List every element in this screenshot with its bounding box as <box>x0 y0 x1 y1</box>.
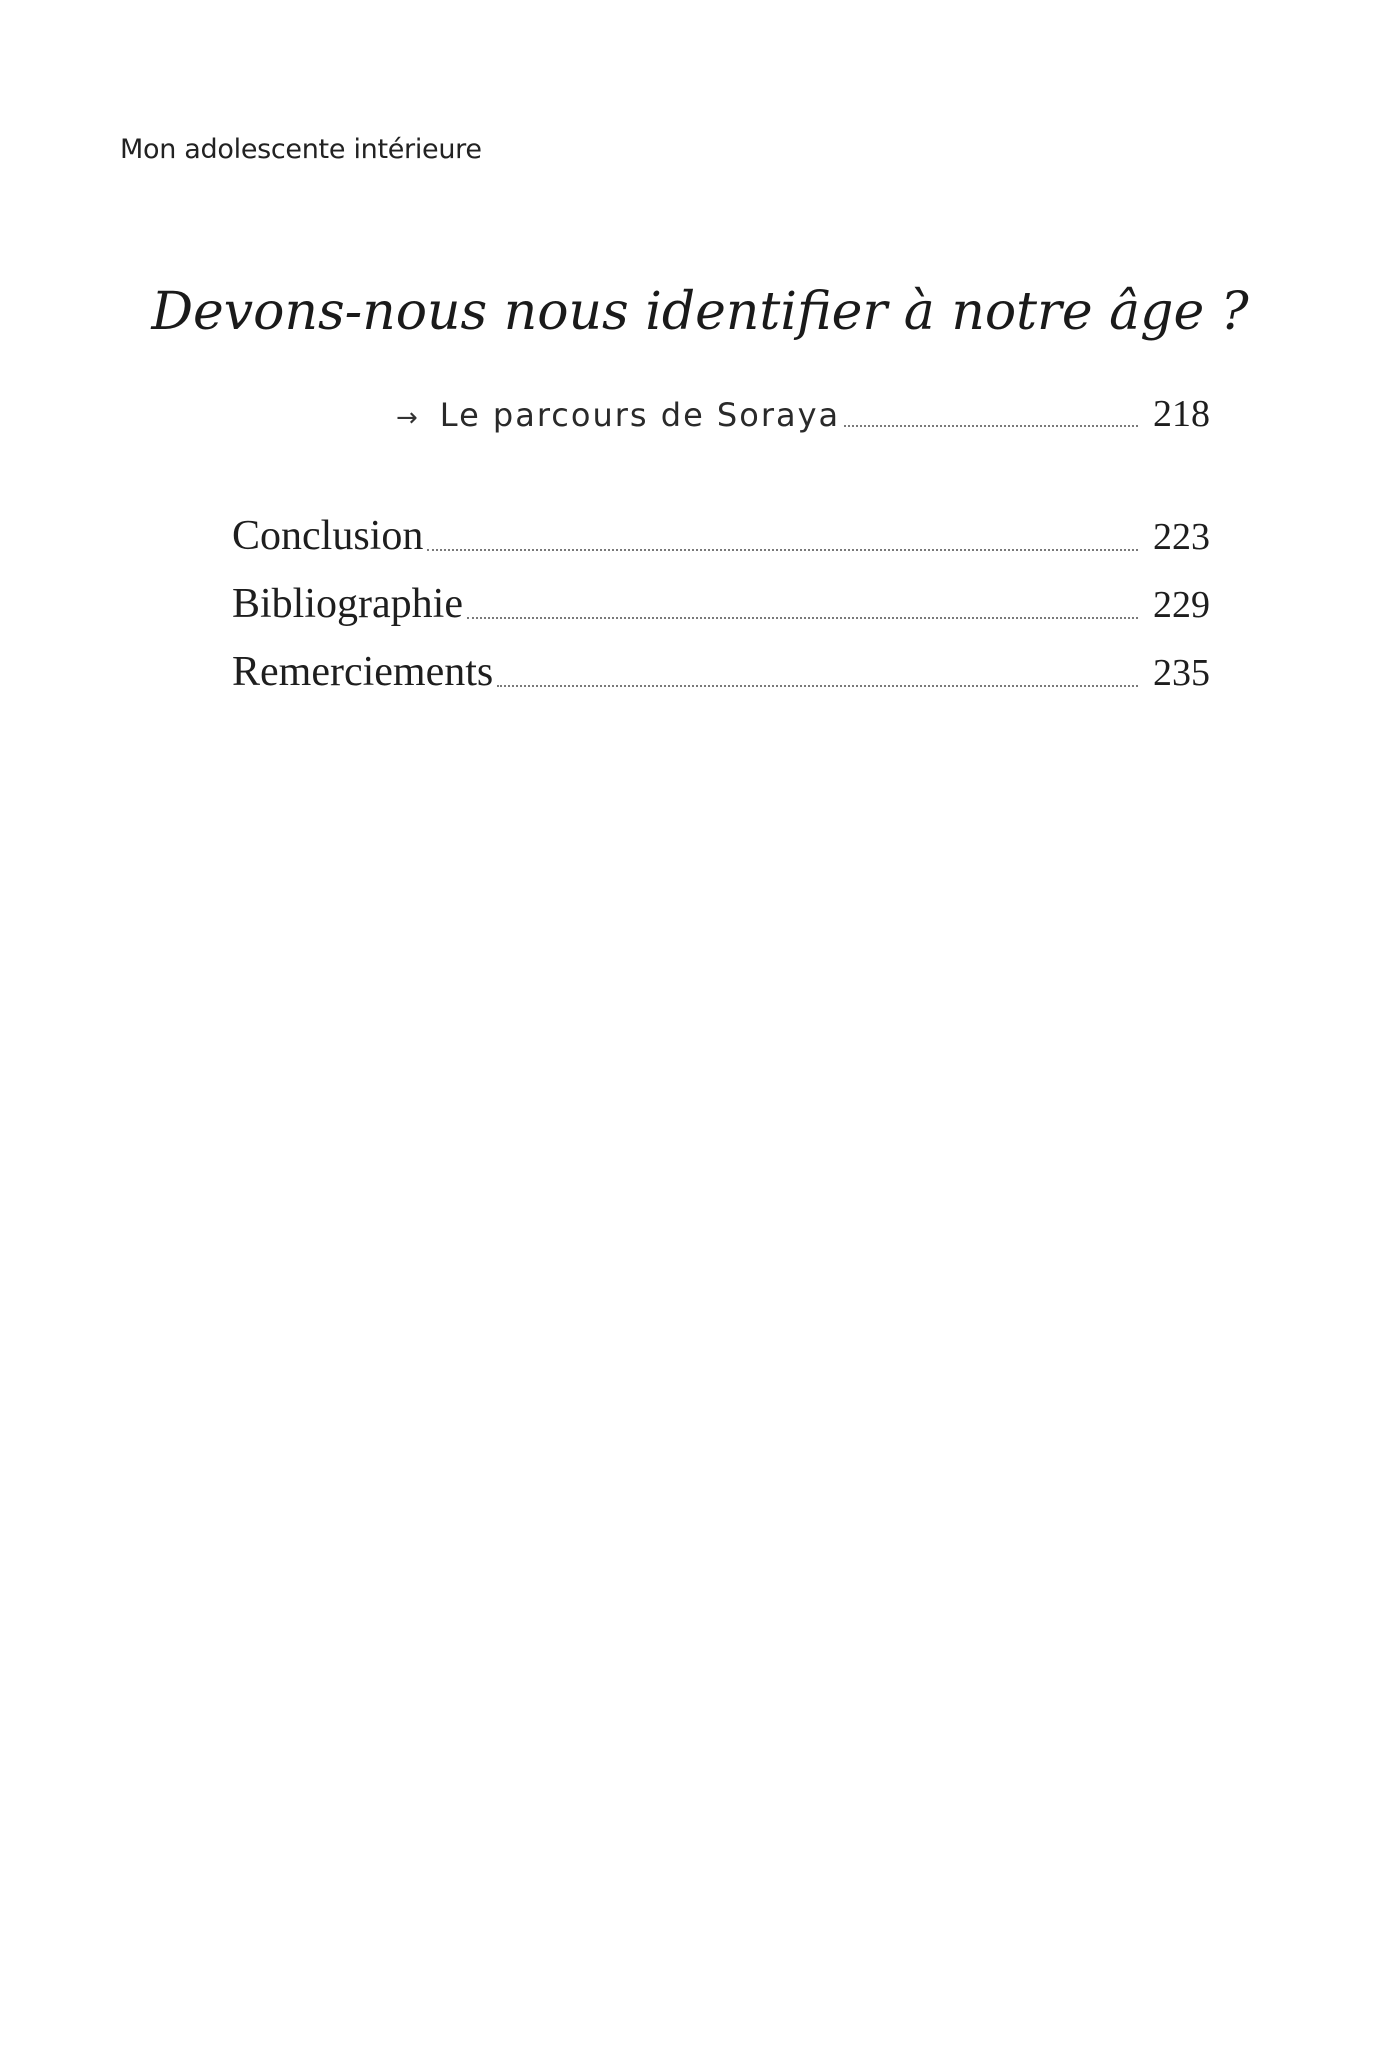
toc-entry-label: Conclusion <box>232 513 424 559</box>
toc-entry-remerciements[interactable] <box>232 648 1210 696</box>
right-arrow-icon: → <box>396 403 418 433</box>
toc-page-number: 223 <box>1153 516 1210 558</box>
toc-entry-label: Remerciements <box>232 649 494 695</box>
toc-page-number: 229 <box>1153 584 1210 626</box>
chapter-title: Devons-nous nous identifier à notre âge ? <box>151 282 1249 342</box>
toc-page-number: 218 <box>1153 393 1210 435</box>
toc-page-number: 235 <box>1153 652 1210 694</box>
toc-subsection-row[interactable] <box>396 392 1210 436</box>
toc-entry-conclusion[interactable] <box>232 512 1210 560</box>
dot-leader <box>497 685 1138 687</box>
running-head: Mon adolescente intérieure <box>120 134 482 165</box>
dot-leader <box>467 617 1138 619</box>
toc-subsection-label: Le parcours de Soraya <box>439 396 841 434</box>
dot-leader <box>427 549 1138 551</box>
toc-entry-bibliographie[interactable] <box>232 580 1210 628</box>
toc-entry-label: Bibliographie <box>232 581 463 627</box>
dot-leader <box>844 425 1138 427</box>
